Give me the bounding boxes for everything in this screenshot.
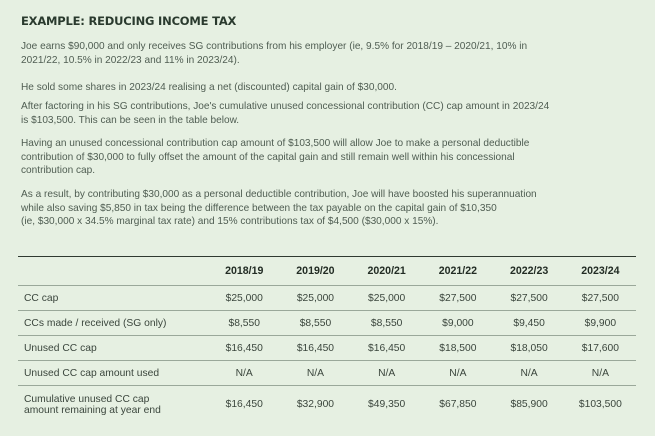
row-label xyxy=(18,386,209,424)
paragraph-deductible xyxy=(21,137,631,178)
table-cell: $49,350 xyxy=(368,399,406,410)
table-cell: $16,450 xyxy=(351,336,422,361)
row-label: Unused CC cap xyxy=(18,336,209,361)
table-cell: N/A xyxy=(493,361,564,386)
table-cell: $9,450 xyxy=(493,311,564,336)
table-cell: $8,550 xyxy=(280,311,351,336)
table-cell: $9,000 xyxy=(422,311,493,336)
table-cell: $27,500 xyxy=(493,286,564,311)
header-year: 2023/24 xyxy=(565,257,636,286)
header-year: 2020/21 xyxy=(351,257,422,286)
table-cell: $18,050 xyxy=(493,336,564,361)
row-label: Unused CC cap amount used xyxy=(18,361,209,386)
row-label-line: amount remaining at year end xyxy=(24,404,161,416)
row-label: CC cap xyxy=(18,286,209,311)
text-line: is $103,500. This can be seen in the table below. xyxy=(21,114,240,126)
text-line: He sold some shares in 2023/24 realising a net (discounted) capital gain of $30,000. xyxy=(21,82,397,93)
table-header-row xyxy=(18,257,636,286)
paragraph-income xyxy=(21,40,631,67)
table-cell: $16,450 xyxy=(280,336,351,361)
text-line: (ie, $30,000 x 34.5% marginal tax rate) and 15% contributions tax of $4,500 ($30,000 x 15%). xyxy=(21,216,439,227)
example-heading: EXAMPLE: REDUCING INCOME TAX xyxy=(21,14,237,28)
text-line: contribution of $30,000 to fully offset the amount of the capital gain and still remain well within his concessional xyxy=(21,151,515,163)
text-line: 2021/22, 10.5% in 2022/23 and 11% in 2023/24). xyxy=(21,54,240,66)
text-line: After factoring in his SG contributions, Joe's cumulative unused concessional contribution (CC) cap amount in 2023/24 xyxy=(21,101,550,112)
row-label: CCs made / received (SG only) xyxy=(18,311,209,336)
table-cell: $17,600 xyxy=(565,336,636,361)
text-line: Having an unused concessional contribution cap amount of $103,500 will allow Joe to make a personal deductible xyxy=(21,138,530,149)
table-cell: N/A xyxy=(565,361,636,386)
table-cell: $25,000 xyxy=(280,286,351,311)
text-line: Joe earns $90,000 and only receives SG contributions from his employer (ie, 9.5% for 2018/19 – 2020/21, 10% in xyxy=(21,41,528,52)
header-year: 2021/22 xyxy=(422,257,493,286)
table-row-cumulative xyxy=(18,386,636,424)
text-line: contribution cap. xyxy=(21,165,96,176)
table-cell: $8,550 xyxy=(209,311,280,336)
paragraph-shares xyxy=(21,81,631,95)
table-cell: N/A xyxy=(280,361,351,386)
table-cell: $32,900 xyxy=(296,399,335,410)
text-line: while also saving $5,850 in tax being the difference between the tax payable on the capital gain of $10,350 xyxy=(21,202,497,214)
header-blank xyxy=(18,257,209,286)
table-cell: $103,500 xyxy=(578,399,622,410)
table-row-cap-used xyxy=(18,361,636,386)
row-label-line: Cumulative unused CC cap xyxy=(24,393,150,405)
table-cell: $9,900 xyxy=(565,311,636,336)
table-row-ccs-made xyxy=(18,311,636,336)
table-cell: $18,500 xyxy=(422,336,493,361)
table-row-cc-cap xyxy=(18,286,636,311)
table-cell: $85,900 xyxy=(510,399,548,410)
table-cell: $27,500 xyxy=(565,286,636,311)
table-cell: $27,500 xyxy=(422,286,493,311)
cc-cap-table xyxy=(18,256,636,423)
header-year: 2019/20 xyxy=(280,257,351,286)
paragraph-result xyxy=(21,188,631,229)
paragraph-unused-cap xyxy=(21,100,631,127)
header-year: 2022/23 xyxy=(493,257,564,286)
table-cell: $67,850 xyxy=(439,399,477,410)
table-cell: N/A xyxy=(351,361,422,386)
table-row-unused-cap xyxy=(18,336,636,361)
table-cell: $16,450 xyxy=(225,399,263,410)
table-cell: $8,550 xyxy=(351,311,422,336)
table-cell: $25,000 xyxy=(351,286,422,311)
table-cell: N/A xyxy=(422,361,493,386)
header-year: 2018/19 xyxy=(209,257,280,286)
text-line: As a result, by contributing $30,000 as a personal deductible contribution, Joe will have boosted his superannuation xyxy=(21,189,537,200)
table-cell: $16,450 xyxy=(209,336,280,361)
table-cell: N/A xyxy=(209,361,280,386)
table-cell: $25,000 xyxy=(209,286,280,311)
